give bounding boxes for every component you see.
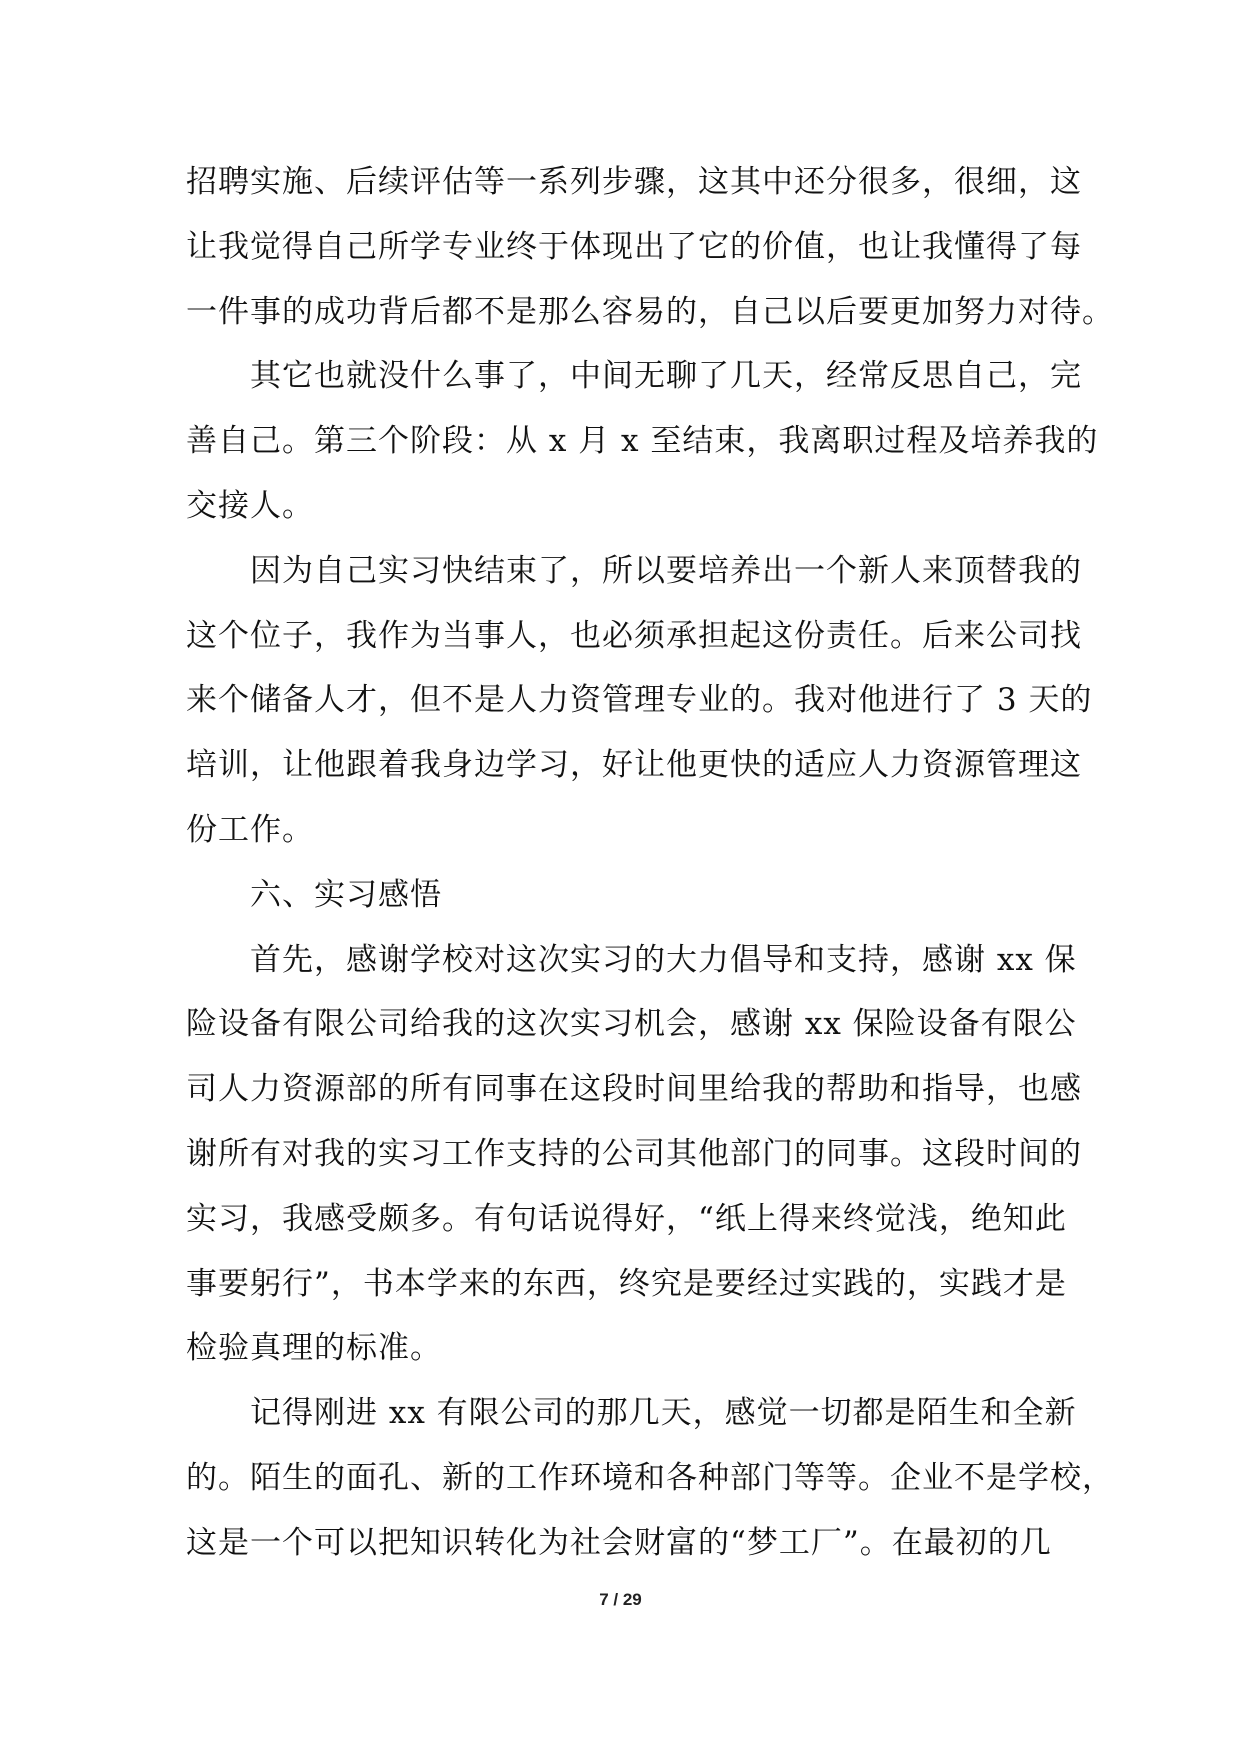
text-line: 来个储备人才，但不是人力资管理专业的。我对他进行了 3 天的: [186, 682, 1093, 719]
page-number: 7 / 29: [599, 1590, 642, 1609]
text-line: 让我觉得自己所学专业终于体现出了它的价值，也让我懂得了每: [186, 228, 1082, 265]
text-line: 其它也就没什么事了，中间无聊了几天，经常反思自己，完: [250, 358, 1082, 395]
document-body: [186, 150, 1114, 1576]
text-line: 谢所有对我的实习工作支持的公司其他部门的同事。这段时间的: [186, 1135, 1082, 1172]
text-line: 一件事的成功背后都不是那么容易的，自己以后要更加努力对待。: [186, 293, 1114, 330]
text-line: 份工作。: [186, 811, 314, 848]
text-line: 司人力资源部的所有同事在这段时间里给我的帮助和指导，也感: [186, 1071, 1082, 1108]
text-line: 这是一个可以把知识转化为社会财富的“梦工厂”。在最初的几: [186, 1524, 1052, 1561]
text-line: 招聘实施、后续评估等一系列步骤，这其中还分很多，很细，这: [186, 164, 1082, 200]
text-line: 事要躬行”，书本学来的东西，终究是要经过实践的，实践才是: [186, 1265, 1067, 1302]
text-line: 实习，我感受颇多。有句话说得好，“纸上得来终觉浅，绝知此: [186, 1200, 1067, 1237]
text-line: 因为自己实习快结束了，所以要培养出一个新人来顶替我的: [250, 552, 1082, 589]
text-line: 这个位子，我作为当事人，也必须承担起这份责任。后来公司找: [186, 617, 1082, 654]
text-line: 检验真理的标准。: [186, 1330, 442, 1367]
text-line: 交接人。: [186, 487, 314, 524]
text-line: 六、实习感悟: [250, 876, 442, 913]
text-line: 善自己。第三个阶段：从 x 月 x 至结束，我离职过程及培养我的: [186, 423, 1099, 460]
text-line: 首先，感谢学校对这次实习的大力倡导和支持，感谢 xx 保: [250, 941, 1077, 978]
text-line: 的。陌生的面孔、新的工作环境和各种部门等等。企业不是学校，: [186, 1459, 1114, 1496]
text-line: 记得刚进 xx 有限公司的那几天，感觉一切都是陌生和全新: [250, 1395, 1077, 1432]
text-line: 培训，让他跟着我身边学习，好让他更快的适应人力资源管理这: [186, 747, 1082, 784]
text-line: 险设备有限公司给我的这次实习机会，感谢 xx 保险设备有限公: [186, 1006, 1077, 1043]
